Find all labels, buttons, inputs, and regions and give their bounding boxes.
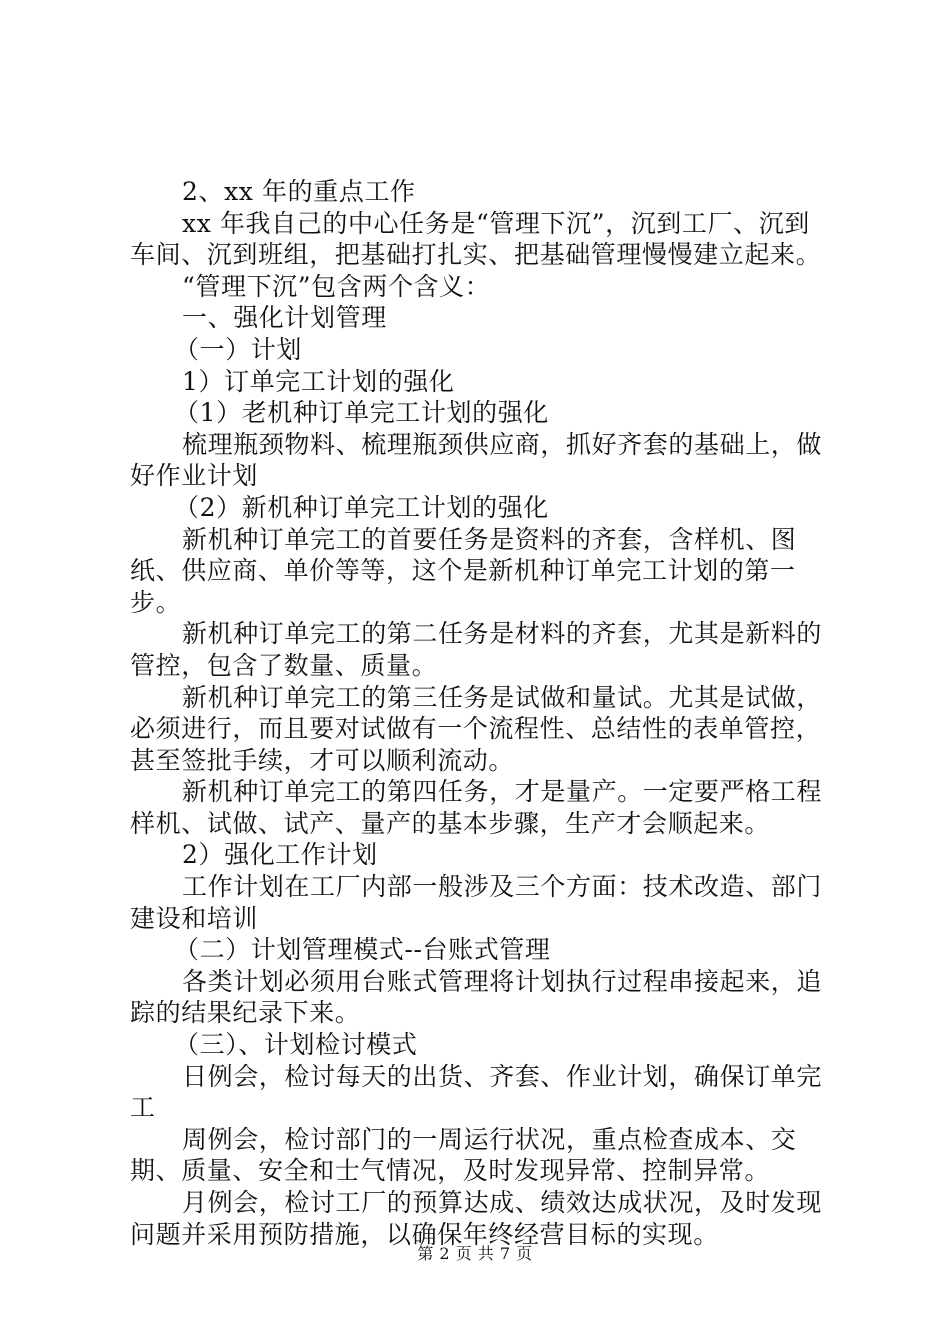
body-paragraph: 各类计划必须用台账式管理将计划执行过程串接起来，追踪的结果纪录下来。 — [130, 966, 823, 1028]
page-number-footer: 第 2 页 共 7 页 — [417, 1244, 533, 1263]
subsection-heading: （二）计划管理模式--台账式管理 — [174, 935, 551, 965]
subsection-heading: 2）强化工作计划 — [182, 840, 378, 870]
body-paragraph: 月例会，检讨工厂的预算达成、绩效达成状况，及时发现问题并采用预防措施，以确保年终经营目标的实现。 — [130, 1188, 823, 1249]
body-paragraph: “管理下沉”包含两个含义： — [182, 271, 491, 301]
body-paragraph: xx 年我自己的中心任务是“管理下沉”，沉到工厂、沉到车间、沉到班组，把基础打扎实、把基础管理慢慢建立起来。 — [130, 208, 822, 270]
body-paragraph: 新机种订单完工的第二任务是材料的齐套，尤其是新料的管控，包含了数量、质量。 — [130, 619, 823, 680]
body-paragraph: 工作计划在工厂内部一般涉及三个方面：技术改造、部门建设和培训 — [130, 872, 823, 933]
body-paragraph: 新机种订单完工的首要任务是资料的齐套，含样机、图纸、供应商、单价等等，这个是新机种订单完工计划的第一步。 — [130, 524, 797, 617]
body-paragraph: 新机种订单完工的第三任务是试做和量试。尤其是试做，必须进行，而且要对试做有一个流程性、总结性的表单管控，甚至签批手续，才可以顺利流动。 — [130, 682, 823, 775]
section-heading: 2、xx 年的重点工作 — [182, 177, 416, 206]
subsection-heading: （三）、计划检讨模式 — [174, 1030, 418, 1060]
subsection-heading: 1）订单完工计划的强化 — [182, 366, 455, 396]
subsection-heading: （2）新机种订单完工计划的强化 — [174, 492, 549, 522]
body-paragraph: 梳理瓶颈物料、梳理瓶颈供应商，抓好齐套的基础上，做好作业计划 — [130, 429, 823, 491]
document-body — [130, 176, 835, 1250]
body-paragraph: 周例会，检讨部门的一周运行状况，重点检查成本、交期、质量、安全和士气情况，及时发现异常、控制异常。 — [130, 1124, 797, 1186]
body-paragraph: 新机种订单完工的第四任务，才是量产。一定要严格工程样机、试做、试产、量产的基本步骤，生产才会顺起来。 — [130, 777, 823, 838]
body-paragraph: 日例会，检讨每天的出货、齐套、作业计划，确保订单完工 — [130, 1061, 823, 1123]
section-heading: 一、强化计划管理 — [182, 303, 387, 333]
subsection-heading: （1）老机种订单完工计划的强化 — [174, 398, 549, 428]
subsection-heading: （一）计划 — [174, 334, 303, 364]
